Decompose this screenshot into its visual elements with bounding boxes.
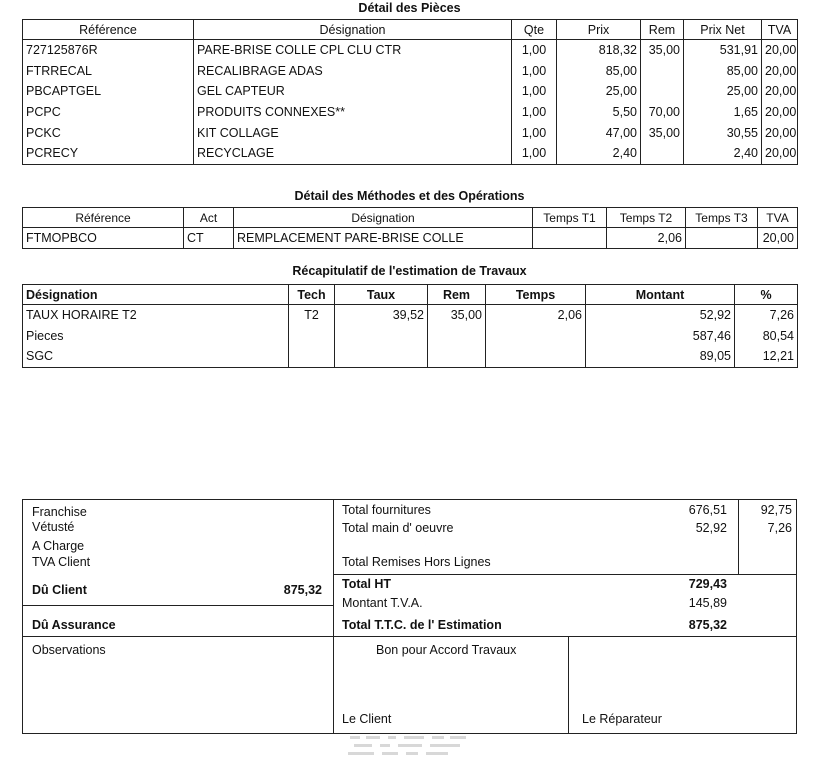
table-row [23,305,798,326]
vetuste-label: Vétusté [32,520,75,534]
pieces-col-reference: Référence [23,20,194,40]
cell-temps-t3 [686,228,758,249]
bon-pour-accord-label: Bon pour Accord Travaux [376,643,517,657]
stamp-mark [346,730,472,764]
total-fournitures-value: 676,51 [688,503,727,517]
summary-divider [333,499,334,734]
operations-header-row [23,208,798,228]
total-mo-value: 52,92 [695,521,727,535]
cell-designation: GEL CAPTEUR [194,81,512,102]
a-charge-label: A Charge [32,539,85,553]
table-row [23,61,798,82]
cell-designation: PARE-BRISE COLLE CPL CLU CTR [194,40,512,61]
ops-col-temps-t1: Temps T1 [533,208,607,228]
cell-rem: 70,00 [641,102,684,123]
table-row [23,40,798,61]
cell-designation: Pieces [23,326,289,347]
du-assurance-label: Dû Assurance [32,618,116,632]
cell-qte: 1,00 [512,81,557,102]
cell-temps-t1 [533,228,607,249]
cell-reference: PCRECY [23,143,194,164]
le-client-label: Le Client [342,712,392,726]
recap-col-taux: Taux [335,285,428,305]
recap-col-montant: Montant [586,285,735,305]
tva-client-label: TVA Client [32,555,91,569]
operations-title: Détail des Méthodes et des Opérations [294,189,525,203]
cell-rem [641,81,684,102]
cell-tva: 20,00 [762,143,798,164]
recap-col-rem: Rem [428,285,486,305]
cell-prix: 818,32 [557,40,641,61]
ops-col-temps-t3: Temps T3 [686,208,758,228]
cell-tech: T2 [289,305,335,326]
cell-taux [335,326,428,347]
recap-col-designation: Désignation [23,285,289,305]
client-divider [22,605,334,606]
recap-col-pct: % [735,285,798,305]
franchise-label: Franchise [32,505,87,519]
table-row [23,102,798,123]
pct-divider [738,499,739,574]
cell-pct: 7,26 [735,305,798,326]
cell-tva: 20,00 [758,228,798,249]
cell-taux: 39,52 [335,305,428,326]
signature-split [568,636,569,734]
cell-designation: KIT COLLAGE [194,122,512,143]
pieces-table [22,19,798,165]
cell-qte: 1,00 [512,122,557,143]
cell-tva: 20,00 [762,40,798,61]
cell-pct: 12,21 [735,346,798,367]
cell-qte: 1,00 [512,102,557,123]
pieces-col-tva: TVA [762,20,798,40]
recap-table [22,284,798,368]
cell-rem [641,61,684,82]
pieces-col-designation: Désignation [194,20,512,40]
ttc-label: Total T.T.C. de l' Estimation [342,618,502,632]
ops-col-act: Act [184,208,234,228]
table-row [23,346,798,367]
cell-tva: 20,00 [762,102,798,123]
total-mo-pct: 7,26 [767,521,792,535]
cell-rem: 35,00 [641,122,684,143]
cell-designation: TAUX HORAIRE T2 [23,305,289,326]
total-ht-label: Total HT [342,577,392,591]
pieces-col-prix-net: Prix Net [684,20,762,40]
cell-prix: 47,00 [557,122,641,143]
total-mo-label: Total main d' oeuvre [342,521,454,535]
tva-label: Montant T.V.A. [342,596,423,610]
cell-tech [289,346,335,367]
cell-prix-net: 25,00 [684,81,762,102]
tva-value: 145,89 [688,596,727,610]
cell-pct: 80,54 [735,326,798,347]
cell-montant: 587,46 [586,326,735,347]
total-ht-value: 729,43 [688,577,727,591]
cell-montant: 89,05 [586,346,735,367]
pieces-col-rem: Rem [641,20,684,40]
cell-rem [428,346,486,367]
cell-tech [289,326,335,347]
cell-act: CT [184,228,234,249]
total-fournitures-label: Total fournitures [342,503,431,517]
cell-qte: 1,00 [512,40,557,61]
cell-prix-net: 1,65 [684,102,762,123]
table-row [23,143,798,164]
cell-prix-net: 85,00 [684,61,762,82]
table-row [23,228,798,249]
cell-montant: 52,92 [586,305,735,326]
ttc-value: 875,32 [688,618,727,632]
cell-prix: 2,40 [557,143,641,164]
cell-designation: RECYCLAGE [194,143,512,164]
cell-temps [486,346,586,367]
totals-divider [333,574,797,575]
pieces-title: Détail des Pièces [358,1,461,15]
recap-col-temps: Temps [486,285,586,305]
ops-col-tva: TVA [758,208,798,228]
cell-prix-net: 531,91 [684,40,762,61]
cell-rem: 35,00 [428,305,486,326]
cell-reference: PCKC [23,122,194,143]
cell-qte: 1,00 [512,143,557,164]
le-reparateur-label: Le Réparateur [582,712,662,726]
cell-reference: FTRRECAL [23,61,194,82]
cell-qte: 1,00 [512,61,557,82]
cell-reference: PCPC [23,102,194,123]
cell-designation: RECALIBRAGE ADAS [194,61,512,82]
du-client-value: 875,32 [283,583,322,597]
cell-rem [641,143,684,164]
observations-label: Observations [32,643,106,657]
total-fournitures-pct: 92,75 [760,503,792,517]
cell-rem [428,326,486,347]
pieces-col-qte: Qte [512,20,557,40]
cell-rem: 35,00 [641,40,684,61]
ops-col-designation: Désignation [234,208,533,228]
ops-col-temps-t2: Temps T2 [607,208,686,228]
remises-label: Total Remises Hors Lignes [342,555,491,569]
cell-designation: REMPLACEMENT PARE-BRISE COLLE [234,228,533,249]
cell-prix-net: 2,40 [684,143,762,164]
cell-tva: 20,00 [762,61,798,82]
recap-header-row [23,285,798,305]
cell-reference: PBCAPTGEL [23,81,194,102]
cell-prix: 85,00 [557,61,641,82]
recap-col-tech: Tech [289,285,335,305]
pieces-col-prix: Prix [557,20,641,40]
cell-tva: 20,00 [762,122,798,143]
pieces-header-row [23,20,798,40]
signature-divider [22,636,797,637]
ops-col-reference: Référence [23,208,184,228]
cell-prix-net: 30,55 [684,122,762,143]
cell-prix: 25,00 [557,81,641,102]
cell-reference: 727125876R [23,40,194,61]
cell-tva: 20,00 [762,81,798,102]
cell-temps: 2,06 [486,305,586,326]
table-row [23,122,798,143]
cell-designation: PRODUITS CONNEXES** [194,102,512,123]
cell-temps-t2: 2,06 [607,228,686,249]
du-client-label: Dû Client [32,583,87,597]
cell-temps [486,326,586,347]
table-row [23,81,798,102]
operations-table [22,207,798,249]
cell-prix: 5,50 [557,102,641,123]
cell-reference: FTMOPBCO [23,228,184,249]
cell-designation: SGC [23,346,289,367]
cell-taux [335,346,428,367]
recap-title: Récapitulatif de l'estimation de Travaux [292,264,527,278]
table-row [23,326,798,347]
